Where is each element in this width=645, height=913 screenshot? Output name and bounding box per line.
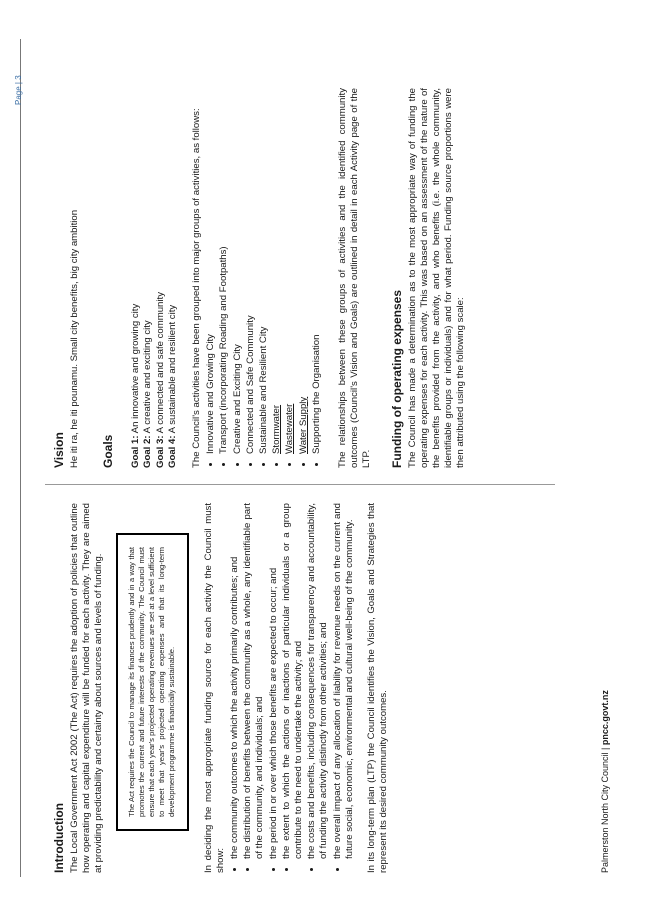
- header-rule: [20, 39, 21, 877]
- list-item: • Innovative and Growing City: [205, 88, 217, 454]
- footer-website: pncc.govt.nz: [600, 690, 610, 746]
- goal-item: [155, 88, 167, 468]
- goals-list: [130, 88, 179, 468]
- activity-groups-list: [205, 88, 323, 468]
- list-item: • Supporting the Organisation: [311, 88, 323, 454]
- goal-text: A creative and exciting city: [142, 320, 154, 436]
- goal-label: Goal 1:: [130, 435, 142, 468]
- goal-label: Goal 4:: [166, 435, 178, 468]
- page-number: Page | 3: [14, 75, 23, 105]
- list-item: • Stormwater: [271, 88, 283, 454]
- list-item: • the costs and benefits, including consequences for transparency and accountability, of funding the activity distinctly from other activities; and: [306, 503, 330, 859]
- relationship-paragraph: The relationships between these groups of activities and the identified community outcomes (Council's Vision and Goals) are outlined in detail in each Activity page of the LTP.: [337, 88, 373, 468]
- list-item: • the extent to which the actions or inactions of particular individuals or a group contribute to the need to undertake the activity; and: [281, 503, 305, 859]
- introduction-heading: Introduction: [52, 803, 66, 873]
- vision-text: He iti ra, he iti pounamu. Small city benefits, big city ambition: [69, 209, 80, 468]
- column-divider: [45, 484, 555, 485]
- list-item: • Wastewater: [284, 88, 296, 454]
- goals-heading: Goals: [101, 434, 116, 468]
- list-item: • the period in or over which those benefits are expected to occur; and: [268, 503, 280, 859]
- list-item: • the overall impact of any allocation of liability for revenue needs on the current and future social, economic, environmental and cultural well-being of the community.: [332, 503, 356, 859]
- goal-item: [167, 88, 179, 468]
- funding-heading: Funding of operating expenses: [389, 289, 404, 468]
- funding-considerations-list: [229, 503, 356, 873]
- list-item: • Transport (incorporating Roading and Footpaths): [218, 88, 230, 454]
- funding-source-paragraph: In deciding the most appropriate funding source for each activity the Council must show:: [202, 503, 226, 873]
- footer-council: Palmerston North City Council |: [600, 745, 610, 873]
- goal-text: An innovative and growing city: [130, 303, 142, 436]
- vision-heading: Vision: [52, 432, 66, 468]
- footer: [600, 690, 610, 873]
- goal-text: A sustainable and resilient city: [166, 304, 178, 436]
- goal-label: Goal 3:: [154, 435, 166, 468]
- goal-text: A connected and safe community: [154, 292, 166, 436]
- list-item: • Creative and Exciting City: [232, 88, 244, 454]
- activities-intro: The Council's activities have been grouped into major groups of activities, as follows:: [191, 108, 203, 468]
- goal-label: Goal 2:: [142, 435, 154, 468]
- right-column: [52, 88, 478, 468]
- ltp-paragraph: In its long-term plan (LTP) the Council identifies the Vision, Goals and Strategies that represent its desired community outcomes.: [366, 503, 390, 873]
- goal-item: [142, 88, 154, 468]
- list-item: • the distribution of benefits between the community as a whole, any identifiable part of the community, and individuals; and: [242, 503, 266, 859]
- funding-paragraph: The Council has made a determination as to the most appropriate way of funding the operating expenses for each activity. This was based on an assessment of the nature of the benefits provided from the activity, and who benefits (i.e. the whole community, identifiable groups or individuals) and for what period. Funding source proportions were then attributed using the following scale:: [406, 88, 467, 468]
- list-item: • Connected and Safe Community: [245, 88, 257, 454]
- act-requirement-box: The Act requires the Council to manage its finances prudently and in a way that promotes the current and future interests of the community. The Council must ensure that each year's projected operating revenues are set at a level sufficient to meet that year's projected operating expenses and that its long-term development programme is financially sustainable.: [116, 533, 189, 831]
- intro-paragraph: The Local Government Act 2002 (The Act) requires the adoption of policies that outline how operating and capital expenditure will be funded for each activity. They are aimed at providing predictability and certainty about sources and levels of funding.: [69, 503, 105, 873]
- list-item: • Water Supply: [298, 88, 310, 454]
- goal-item: [130, 88, 142, 468]
- list-item: • Sustainable and Resilient City: [258, 88, 270, 454]
- list-item: • the community outcomes to which the activity primarily contributes; and: [229, 503, 241, 859]
- left-column: [52, 503, 400, 873]
